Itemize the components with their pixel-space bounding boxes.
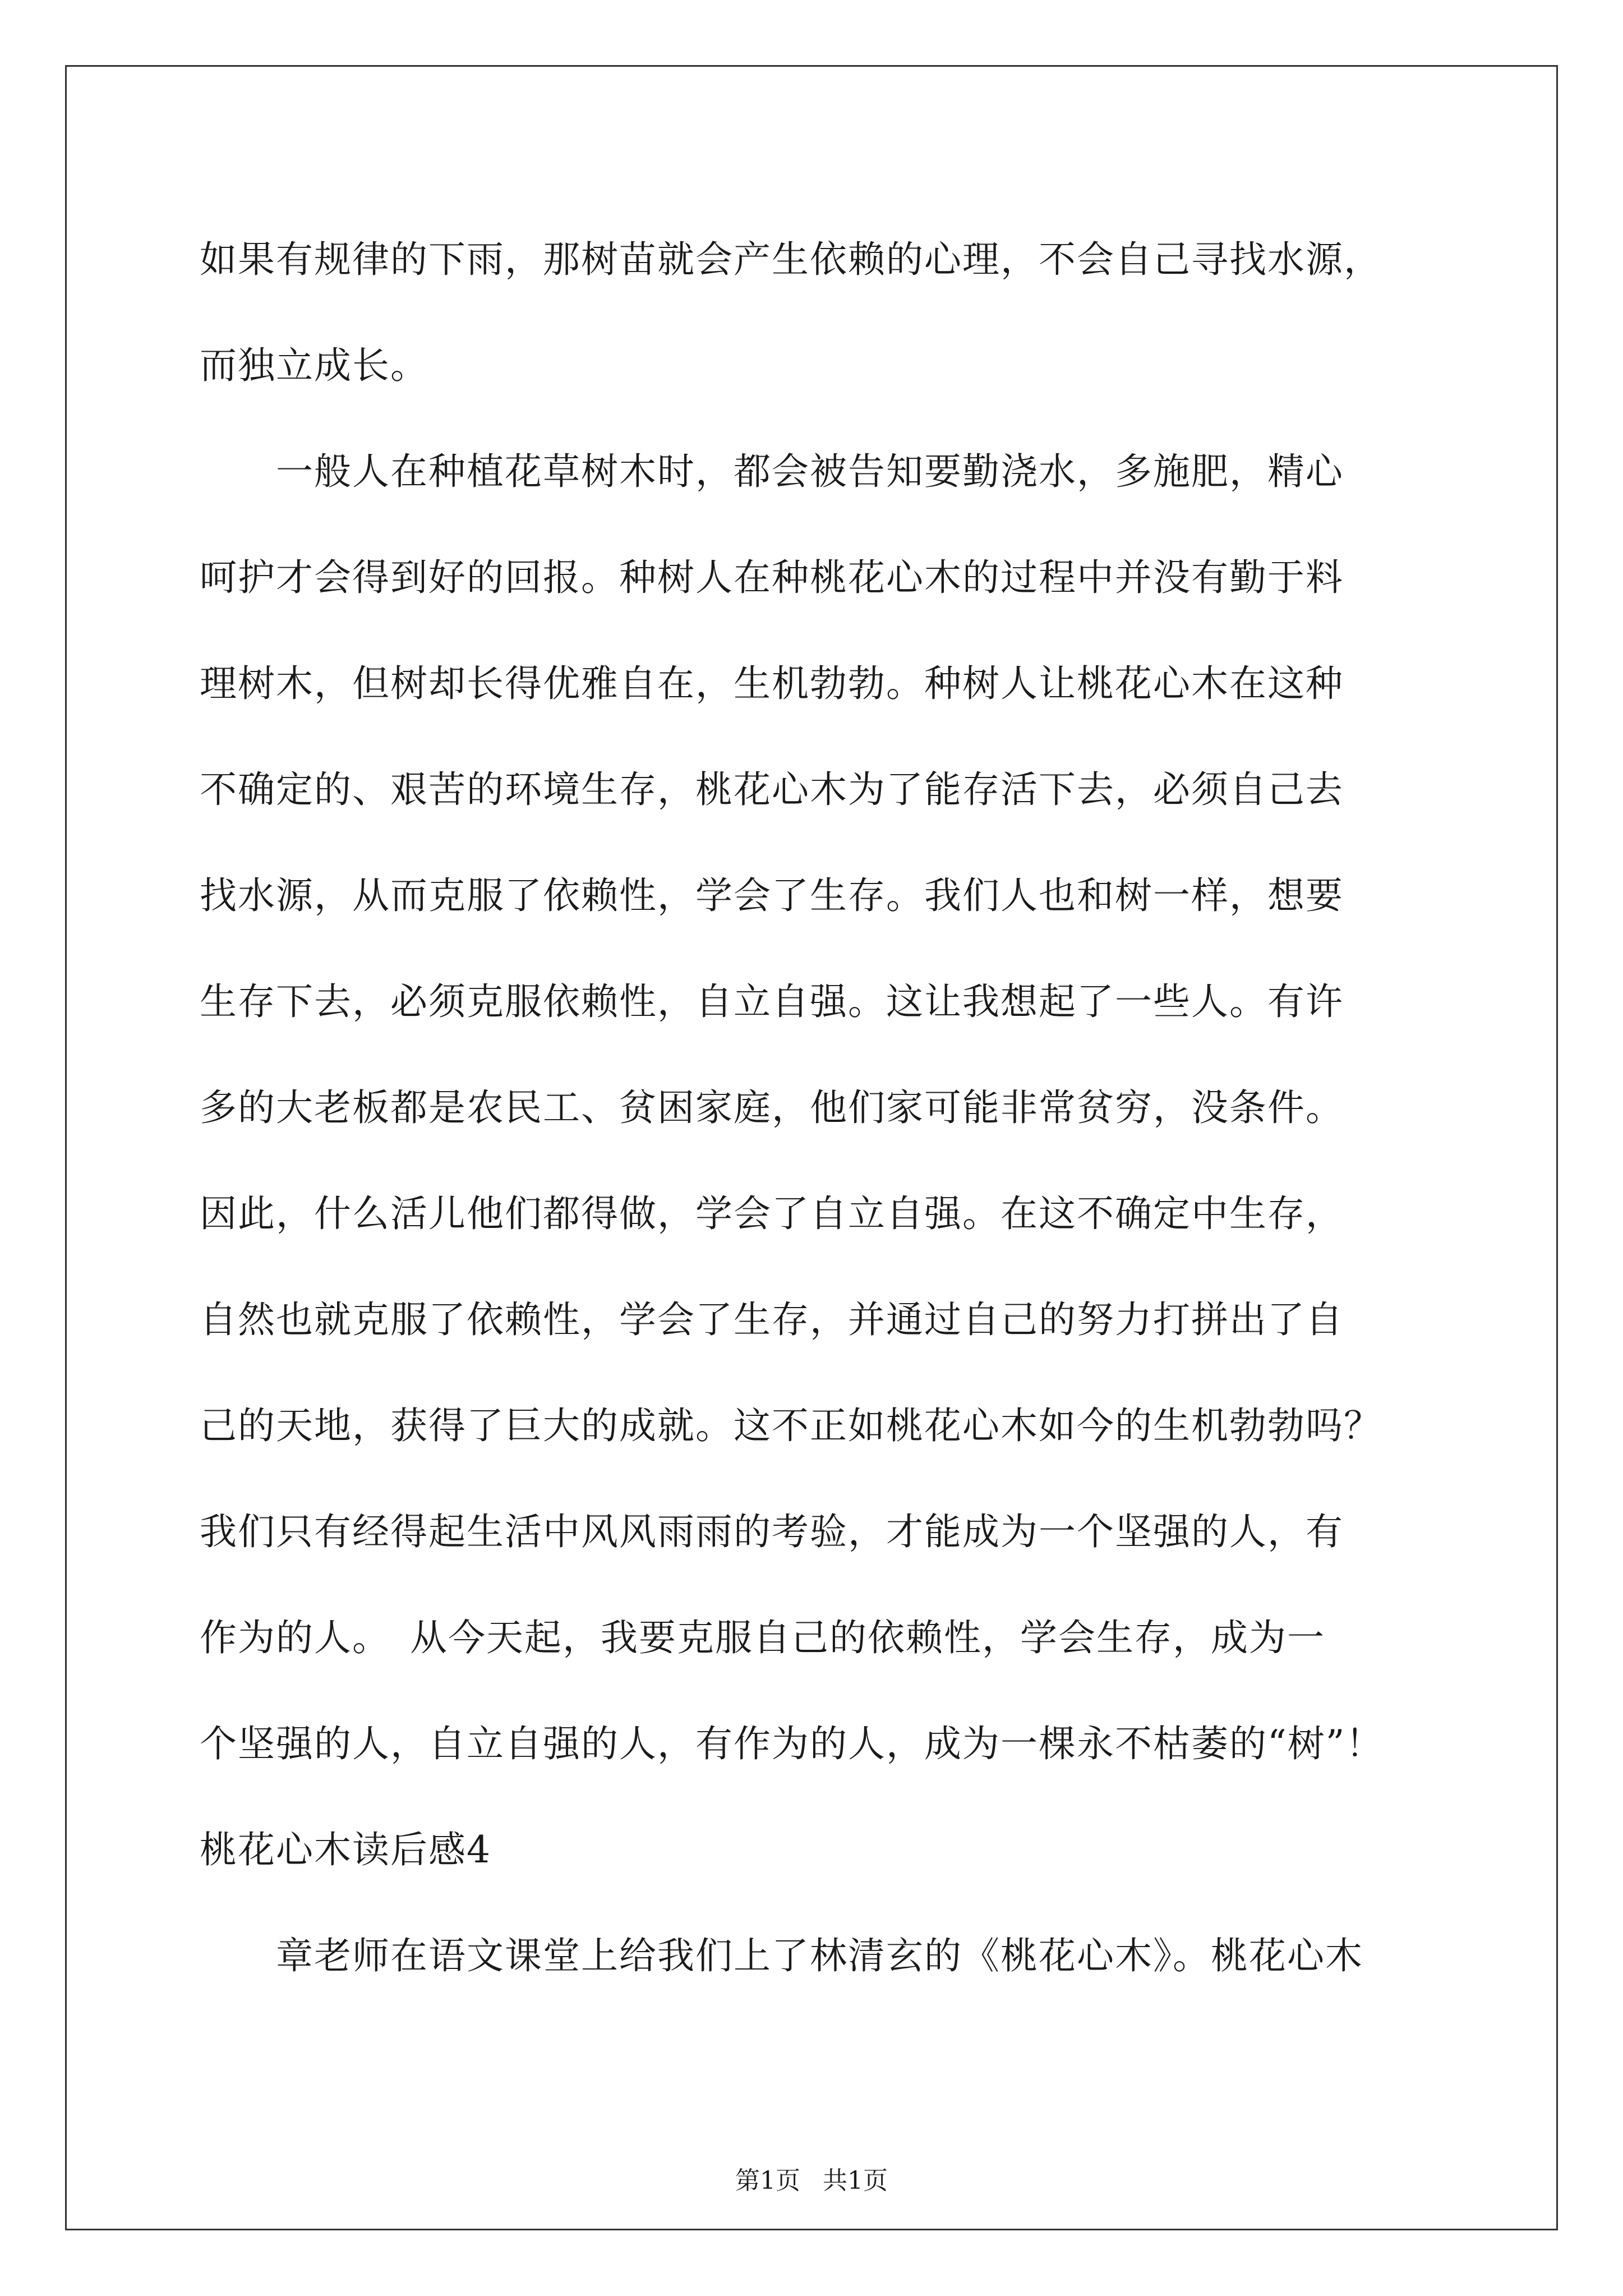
text-line: 呵护才会得到好的回报。种树人在种桃花心木的过程中并没有勤于料 [200, 556, 1344, 599]
text-line: 我们只有经得起生活中风风雨雨的考验，才能成为一个坚强的人，有 [200, 1510, 1344, 1553]
paragraph-first-line: 一般人在种植花草树木时，都会被告知要勤浇水，多施肥，精心 [276, 450, 1344, 493]
paragraph-first-line: 章老师在语文课堂上给我们上了林清玄的《桃花心木》。桃花心木 [276, 1934, 1363, 1977]
section-heading: 桃花心木读后感4 [200, 1828, 491, 1871]
text-line: 作为的人。 从今天起，我要克服自己的依赖性，学会生存，成为一 [200, 1616, 1325, 1659]
text-line: 因此，什么活儿他们都得做，学会了自立自强。在这不确定中生存， [200, 1192, 1344, 1235]
document-body [200, 206, 1433, 2009]
text-line: 而独立成长。 [200, 344, 428, 387]
text-line: 多的大老板都是农民工、贫困家庭，他们家可能非常贫穷，没条件。 [200, 1086, 1344, 1129]
text-line: 理树木，但树却长得优雅自在，生机勃勃。种树人让桃花心木在这种 [200, 662, 1344, 705]
text-line: 生存下去，必须克服依赖性，自立自强。这让我想起了一些人。有许 [200, 980, 1344, 1023]
text-line: 不确定的、艰苦的环境生存，桃花心木为了能存活下去，必须自己去 [200, 768, 1344, 811]
page-footer [0, 2164, 1623, 2198]
text-line: 找水源，从而克服了依赖性，学会了生存。我们人也和树一样，想要 [200, 874, 1344, 917]
text-line: 如果有规律的下雨，那树苗就会产生依赖的心理，不会自己寻找水源， [200, 238, 1382, 281]
page-total: 共1页 [823, 2166, 888, 2195]
text-line: 个坚强的人，自立自强的人，有作为的人，成为一棵永不枯萎的“树”！ [200, 1722, 1384, 1765]
text-line: 己的天地，获得了巨大的成就。这不正如桃花心木如今的生机勃勃吗？ [200, 1404, 1382, 1447]
text-line: 自然也就克服了依赖性，学会了生存，并通过自己的努力打拼出了自 [200, 1298, 1344, 1341]
page-number: 第1页 [735, 2166, 800, 2195]
